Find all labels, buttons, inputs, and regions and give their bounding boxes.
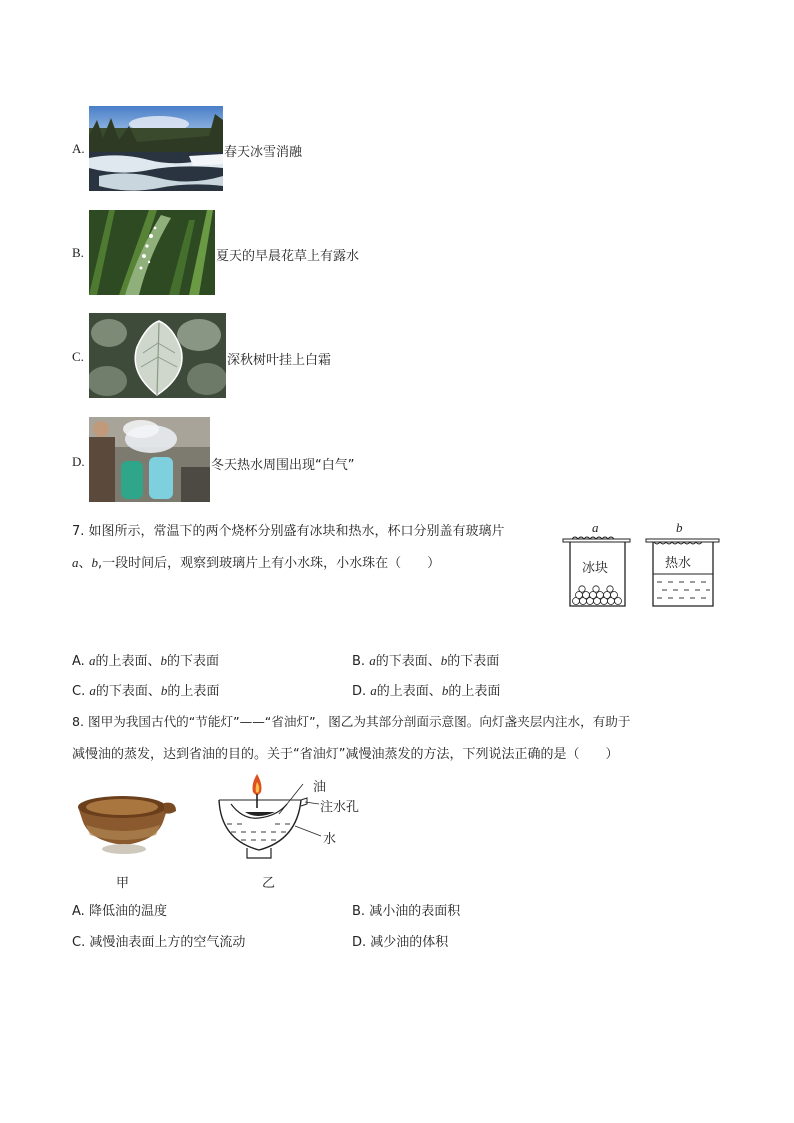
q8-option-d: D. 减少油的体积	[352, 935, 449, 950]
question-8-stem-line2: 减慢油的蒸发，达到省油的目的。关于“省油灯”减慢油蒸发的方法，下列说法正确的是（ ）	[72, 747, 619, 762]
option-letter: C.	[72, 349, 84, 364]
question-7-stem-line2: a、b,一段时间后，观察到玻璃片上有小水珠，小水珠在（ ）	[72, 555, 441, 571]
question-7-stem-line1: 7. 如图所示，常温下的两个烧杯分别盛有冰块和热水，杯口分别盖有玻璃片	[72, 524, 505, 539]
option-text: 夏天的早晨花草上有露水	[216, 249, 360, 264]
photo-frost-leaves	[89, 313, 226, 398]
option-text: 春天冰雪消融	[224, 145, 303, 160]
photo-melting-ice	[89, 106, 223, 191]
question-8-stem-line1: 8. 图甲为我国古代的“节能灯”——“省油灯”，图乙为其部分剖面示意图。向灯盏夹层内注水，有助于	[72, 714, 631, 729]
label-oil: 油	[313, 780, 327, 795]
q7-option-a: A. a的上表面、b的下表面	[72, 653, 219, 669]
option-text: 冬天热水周围出现“白气”	[211, 458, 355, 473]
oil-lamp-cross-section	[215, 770, 375, 865]
q7-option-c: C. a的下表面、b的上表面	[72, 683, 220, 699]
photo-oil-lamp	[72, 785, 180, 857]
q7-option-b: B. a的下表面、b的下表面	[352, 653, 500, 669]
plate-label-a: a	[592, 520, 599, 535]
label-water-hole: 注水孔	[320, 800, 360, 815]
q8-option-c: C. 减慢油表面上方的空气流动	[72, 935, 246, 950]
q8-option-b: B. 减小油的表面积	[352, 904, 461, 919]
hot-water-label: 热水	[665, 556, 692, 571]
caption-jia: 甲	[116, 876, 130, 891]
caption-yi: 乙	[262, 876, 276, 891]
photo-steam-kettle	[89, 417, 210, 502]
option-letter: A.	[72, 141, 85, 156]
q7-option-d: D. a的上表面、b的上表面	[352, 683, 501, 699]
option-letter: B.	[72, 245, 84, 260]
option-letter: D.	[72, 454, 85, 469]
photo-dew-grass	[89, 210, 215, 295]
beakers-figure	[558, 520, 724, 612]
ice-label: 冰块	[582, 561, 609, 576]
q8-option-a: A. 降低油的温度	[72, 904, 167, 919]
label-water: 水	[323, 832, 337, 847]
option-text: 深秋树叶挂上白霜	[227, 353, 332, 368]
plate-label-b: b	[676, 520, 683, 535]
